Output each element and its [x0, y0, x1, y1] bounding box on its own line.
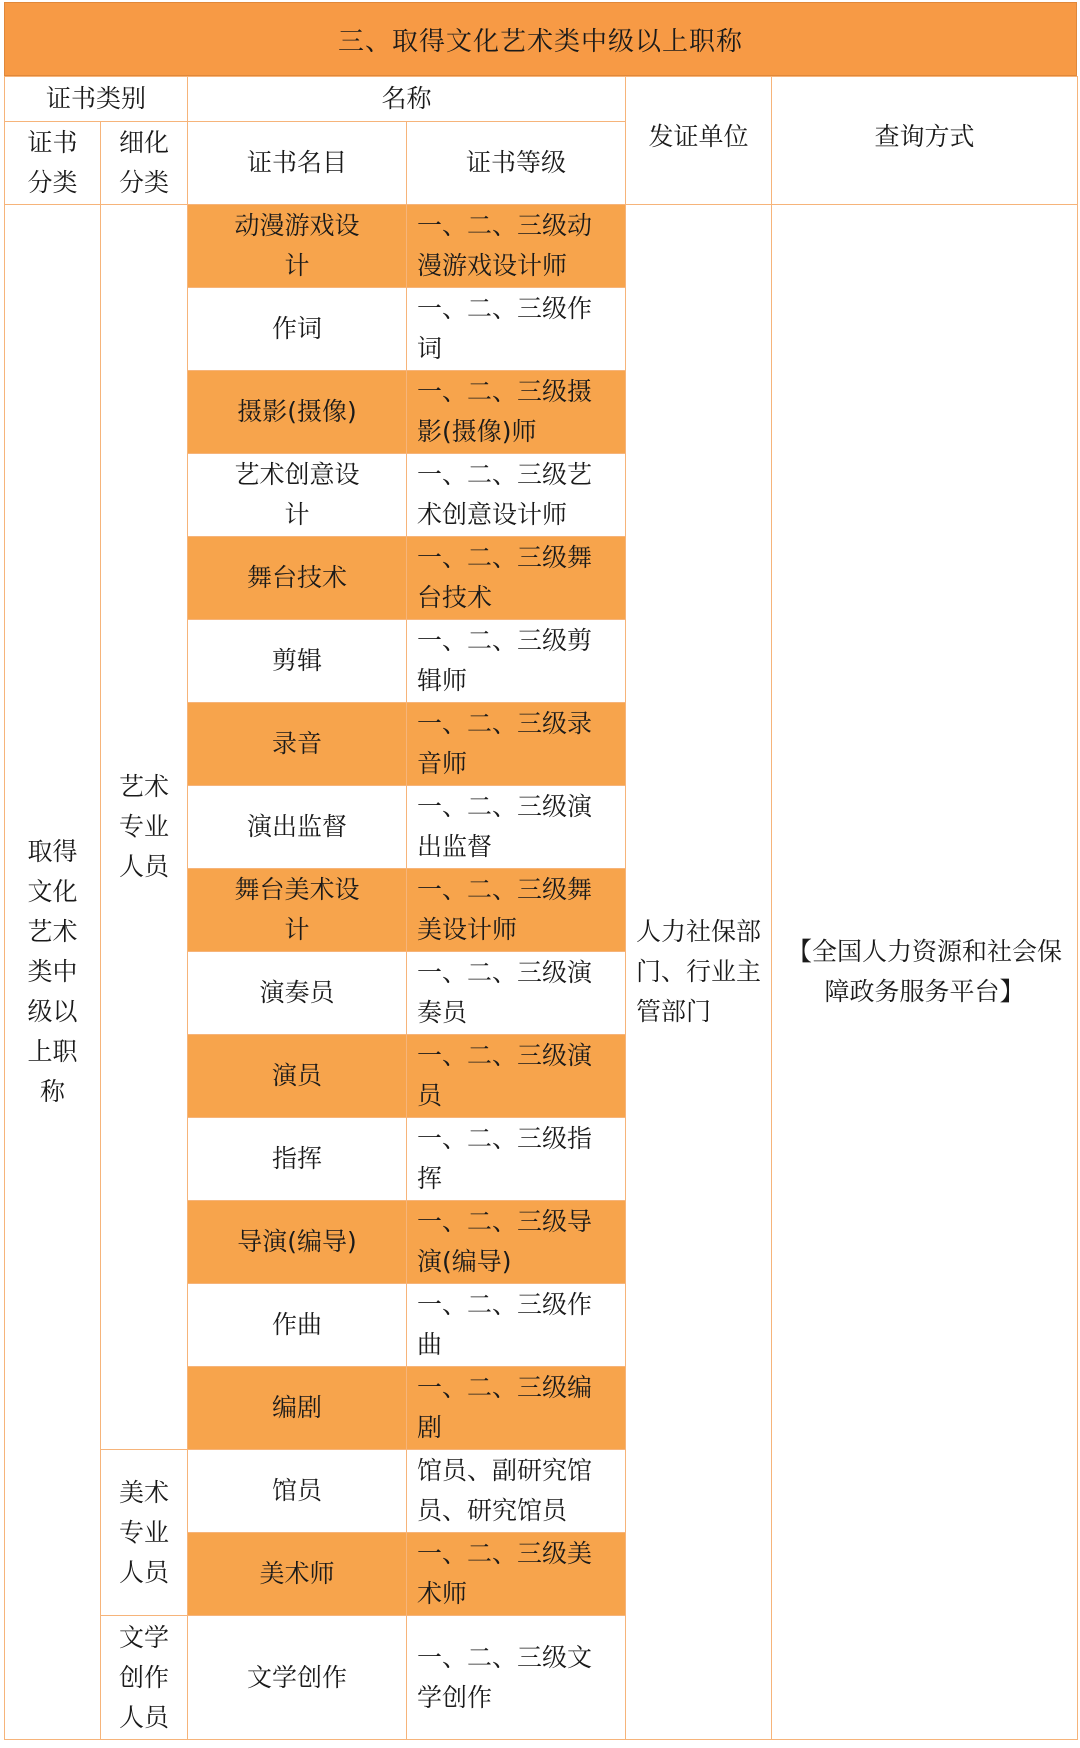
cert-level-cell: 馆员、副研究馆员、研究馆员	[407, 1450, 626, 1533]
cert-level-cell: 一、二、三级艺术创意设计师	[407, 454, 626, 537]
cert-level-cell: 一、二、三级摄影(摄像)师	[407, 371, 626, 454]
issuer-cell: 人力社保部门、行业主管部门	[626, 205, 772, 1740]
cert-title-cell: 动漫游戏设计	[188, 205, 407, 288]
cert-title-cell: 演奏员	[188, 952, 407, 1035]
cert-title-cell: 剪辑	[188, 620, 407, 703]
cert-title-cell: 作曲	[188, 1284, 407, 1367]
cert-title-cell: 演员	[188, 1035, 407, 1118]
cert-title-cell: 导演(编导)	[188, 1201, 407, 1284]
sub-class-cell: 文学创作人员	[101, 1616, 188, 1740]
header-issuer: 发证单位	[626, 77, 772, 205]
cert-title-cell: 演出监督	[188, 786, 407, 869]
category-cell: 取得文化艺术类中级以上职称	[5, 205, 101, 1740]
header-cert-title: 证书名目	[188, 122, 407, 205]
cert-title-cell: 作词	[188, 288, 407, 371]
cert-level-cell: 一、二、三级文学创作	[407, 1616, 626, 1740]
cert-title-cell: 录音	[188, 703, 407, 786]
cert-level-cell: 一、二、三级编剧	[407, 1367, 626, 1450]
cert-level-cell: 一、二、三级演出监督	[407, 786, 626, 869]
cert-level-cell: 一、二、三级动漫游戏设计师	[407, 205, 626, 288]
cert-level-cell: 一、二、三级作曲	[407, 1284, 626, 1367]
cert-level-cell: 一、二、三级指挥	[407, 1118, 626, 1201]
cert-level-cell: 一、二、三级舞台技术	[407, 537, 626, 620]
header-sub-class: 细化分类	[101, 122, 188, 205]
table-title: 三、取得文化艺术类中级以上职称	[4, 2, 1077, 76]
cert-title-cell: 舞台技术	[188, 537, 407, 620]
cert-title-cell: 编剧	[188, 1367, 407, 1450]
cert-title-cell: 舞台美术设计	[188, 869, 407, 952]
cert-title-cell: 指挥	[188, 1118, 407, 1201]
certificate-table	[4, 76, 1078, 1740]
cert-level-cell: 一、二、三级美术师	[407, 1533, 626, 1616]
sub-class-cell: 艺术专业人员	[101, 205, 188, 1450]
cert-level-cell: 一、二、三级录音师	[407, 703, 626, 786]
query-cell: 【全国人力资源和社会保障政务服务平台】	[772, 205, 1078, 1740]
cert-title-cell: 艺术创意设计	[188, 454, 407, 537]
cert-level-cell: 一、二、三级舞美设计师	[407, 869, 626, 952]
cert-level-cell: 一、二、三级演奏员	[407, 952, 626, 1035]
cert-title-cell: 馆员	[188, 1450, 407, 1533]
cert-title-cell: 美术师	[188, 1533, 407, 1616]
header-cert-category: 证书类别	[5, 77, 188, 122]
header-query: 查询方式	[772, 77, 1078, 205]
table-row	[5, 205, 1078, 288]
header-row-1	[5, 77, 1078, 122]
cert-level-cell: 一、二、三级作词	[407, 288, 626, 371]
cert-title-cell: 摄影(摄像)	[188, 371, 407, 454]
header-cert-class: 证书分类	[5, 122, 101, 205]
header-cert-level: 证书等级	[407, 122, 626, 205]
cert-level-cell: 一、二、三级演员	[407, 1035, 626, 1118]
header-name: 名称	[188, 77, 626, 122]
sub-class-cell: 美术专业人员	[101, 1450, 188, 1616]
cert-level-cell: 一、二、三级导演(编导)	[407, 1201, 626, 1284]
cert-level-cell: 一、二、三级剪辑师	[407, 620, 626, 703]
certificate-table-sheet	[4, 2, 1077, 1740]
cert-title-cell: 文学创作	[188, 1616, 407, 1740]
